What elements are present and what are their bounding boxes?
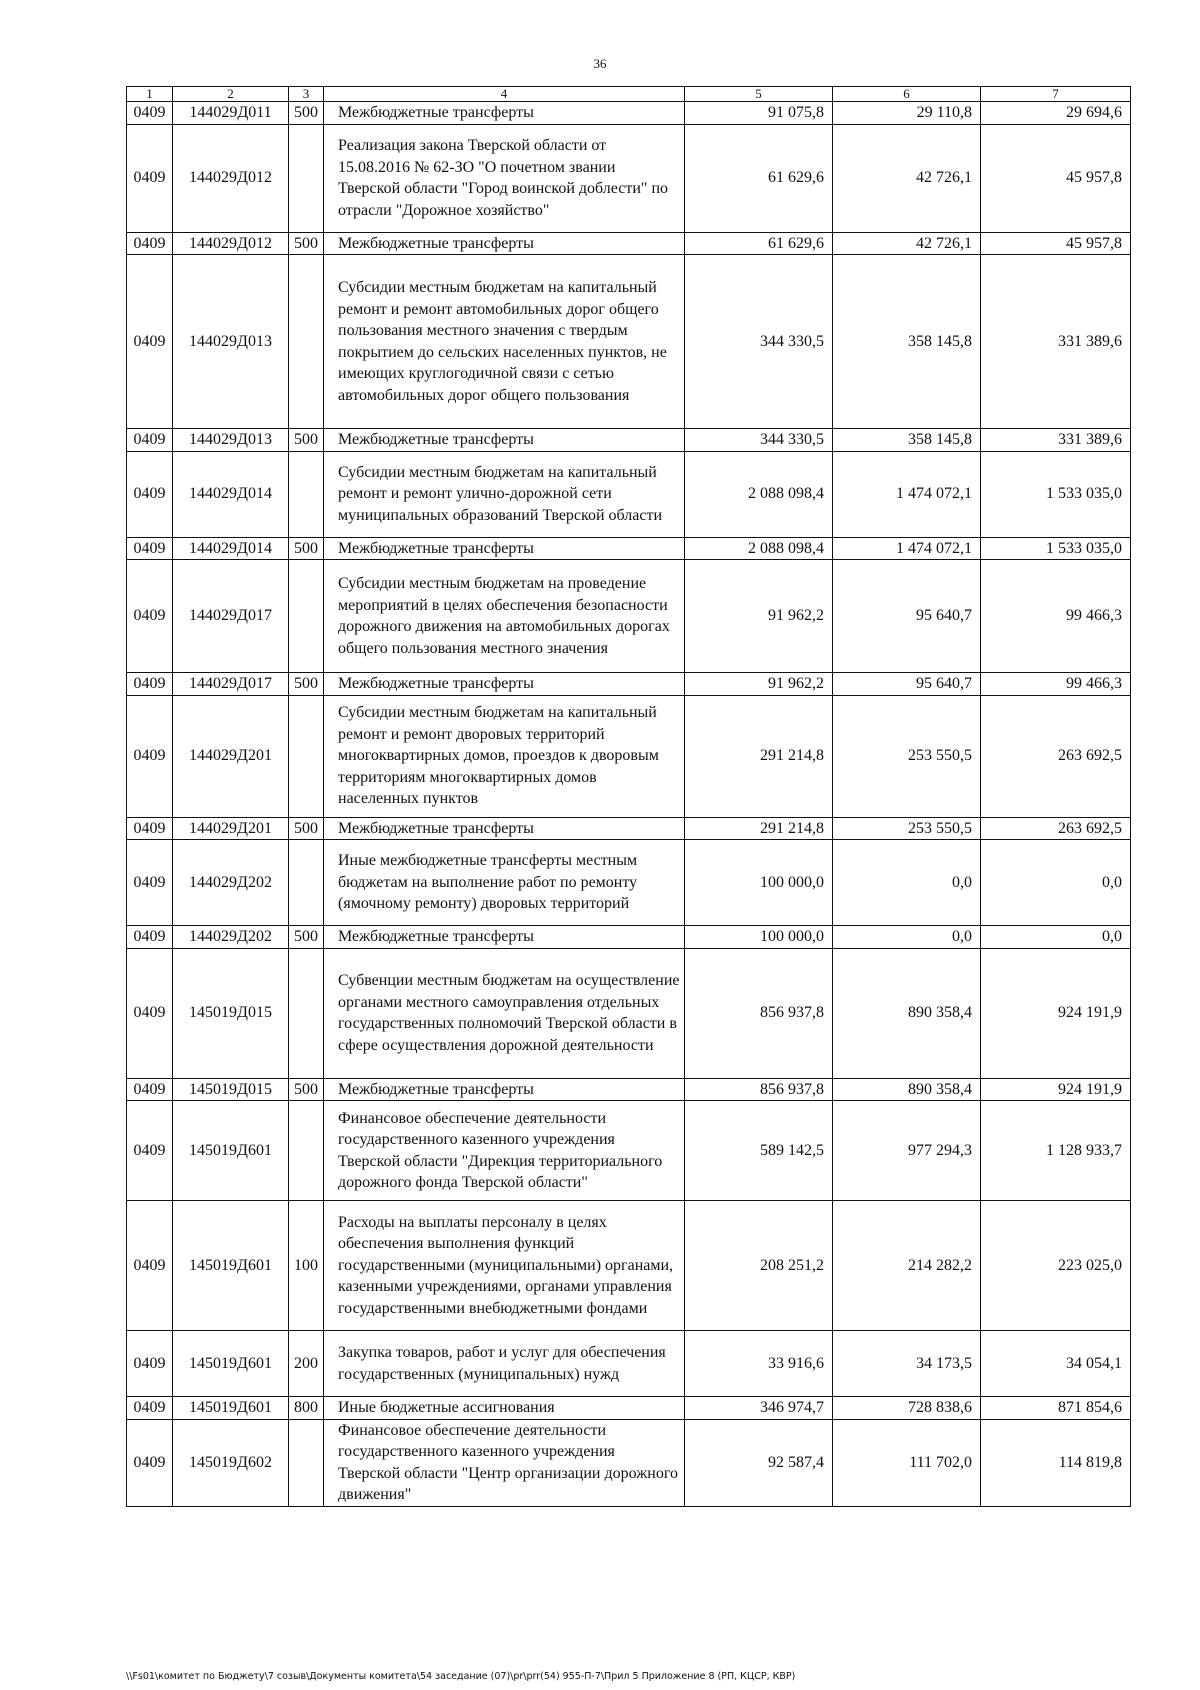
- amount-col5-cell: 92 587,4: [685, 1419, 833, 1506]
- budget-table: [126, 86, 1131, 1507]
- description-cell: Субсидии местным бюджетам на капитальный ремонт и ремонт улично-дорожной сети муниципальных образований Тверской области: [324, 451, 685, 537]
- target-article-cell: 144029Д011: [173, 102, 289, 125]
- amount-col6-cell: 1 474 072,1: [833, 451, 981, 537]
- expense-type-cell: 500: [289, 537, 324, 560]
- section-code-cell: 0409: [127, 695, 173, 817]
- table-row: [127, 232, 1131, 255]
- amount-col7-cell: 331 389,6: [981, 255, 1131, 429]
- amount-col7-cell: 1 533 035,0: [981, 537, 1131, 560]
- expense-type-cell: 500: [289, 817, 324, 840]
- amount-col5-cell: 61 629,6: [685, 232, 833, 255]
- target-article-cell: 144029Д017: [173, 560, 289, 673]
- header-row: [127, 87, 1131, 102]
- amount-col6-cell: 111 702,0: [833, 1419, 981, 1506]
- section-code-cell: 0409: [127, 102, 173, 125]
- section-code-cell: 0409: [127, 948, 173, 1078]
- amount-col7-cell: 0,0: [981, 926, 1131, 949]
- amount-col5-cell: 61 629,6: [685, 124, 833, 232]
- amount-col6-cell: 0,0: [833, 926, 981, 949]
- amount-col5-cell: 2 088 098,4: [685, 451, 833, 537]
- section-code-cell: 0409: [127, 124, 173, 232]
- amount-col5-cell: 291 214,8: [685, 695, 833, 817]
- expense-type-cell: 100: [289, 1201, 324, 1331]
- section-code-cell: 0409: [127, 1201, 173, 1331]
- amount-col6-cell: 253 550,5: [833, 695, 981, 817]
- expense-type-cell: [289, 695, 324, 817]
- target-article-cell: 145019Д602: [173, 1419, 289, 1506]
- section-code-cell: 0409: [127, 1078, 173, 1101]
- amount-col5-cell: 856 937,8: [685, 1078, 833, 1101]
- amount-col6-cell: 358 145,8: [833, 429, 981, 452]
- description-cell: Межбюджетные трансферты: [324, 1078, 685, 1101]
- table-row: [127, 1078, 1131, 1101]
- expense-type-cell: 500: [289, 926, 324, 949]
- amount-col6-cell: 95 640,7: [833, 673, 981, 696]
- amount-col5-cell: 856 937,8: [685, 948, 833, 1078]
- header-col-3: 3: [289, 87, 324, 102]
- description-cell: Межбюджетные трансферты: [324, 232, 685, 255]
- section-code-cell: 0409: [127, 1101, 173, 1201]
- amount-col5-cell: 589 142,5: [685, 1101, 833, 1201]
- table-row: [127, 124, 1131, 232]
- table-row: [127, 840, 1131, 926]
- table-row: [127, 537, 1131, 560]
- description-cell: Субвенции местным бюджетам на осуществление органами местного самоуправления отдельных государственных полномочий Тверской области в сфере осуществления дорожной деятельности: [324, 948, 685, 1078]
- table-row: [127, 1101, 1131, 1201]
- amount-col5-cell: 346 974,7: [685, 1397, 833, 1420]
- amount-col6-cell: 29 110,8: [833, 102, 981, 125]
- section-code-cell: 0409: [127, 451, 173, 537]
- description-cell: Субсидии местным бюджетам на капитальный ремонт и ремонт дворовых территорий многоквартирных домов, проездов к дворовым территориям многоквартирных домов населенных пунктов: [324, 695, 685, 817]
- description-cell: Реализация закона Тверской области от 15.08.2016 № 62-ЗО "О почетном звании Тверской области "Город воинской доблести" по отрасли "Дорожное хозяйство": [324, 124, 685, 232]
- amount-col6-cell: 214 282,2: [833, 1201, 981, 1331]
- amount-col7-cell: 99 466,3: [981, 560, 1131, 673]
- amount-col6-cell: 0,0: [833, 840, 981, 926]
- target-article-cell: 145019Д601: [173, 1201, 289, 1331]
- amount-col5-cell: 91 075,8: [685, 102, 833, 125]
- amount-col5-cell: 291 214,8: [685, 817, 833, 840]
- amount-col5-cell: 208 251,2: [685, 1201, 833, 1331]
- target-article-cell: 145019Д601: [173, 1331, 289, 1397]
- expense-type-cell: 500: [289, 102, 324, 125]
- section-code-cell: 0409: [127, 429, 173, 452]
- footer-file-path: \\Fs01\комитет по Бюджету\7 созыв\Документы комитета\54 заседание (07)\pr\prr(54) 955-П-7\Прил 5 Приложение 8 (РП, КЦСР, КВР): [126, 1671, 796, 1682]
- table-row: [127, 695, 1131, 817]
- header-col-2: 2: [173, 87, 289, 102]
- amount-col7-cell: 114 819,8: [981, 1419, 1131, 1506]
- amount-col7-cell: 924 191,9: [981, 948, 1131, 1078]
- description-cell: Финансовое обеспечение деятельности государственного казенного учреждения Тверской области "Центр организации дорожного движения": [324, 1419, 685, 1506]
- amount-col7-cell: 29 694,6: [981, 102, 1131, 125]
- amount-col7-cell: 263 692,5: [981, 817, 1131, 840]
- section-code-cell: 0409: [127, 673, 173, 696]
- amount-col6-cell: 728 838,6: [833, 1397, 981, 1420]
- target-article-cell: 144029Д017: [173, 673, 289, 696]
- expense-type-cell: 500: [289, 429, 324, 452]
- amount-col5-cell: 344 330,5: [685, 429, 833, 452]
- table-row: [127, 451, 1131, 537]
- target-article-cell: 144029Д201: [173, 695, 289, 817]
- amount-col6-cell: 358 145,8: [833, 255, 981, 429]
- amount-col7-cell: 1 128 933,7: [981, 1101, 1131, 1201]
- section-code-cell: 0409: [127, 1419, 173, 1506]
- amount-col5-cell: 91 962,2: [685, 673, 833, 696]
- amount-col7-cell: 223 025,0: [981, 1201, 1131, 1331]
- section-code-cell: 0409: [127, 840, 173, 926]
- description-cell: Межбюджетные трансферты: [324, 537, 685, 560]
- amount-col5-cell: 344 330,5: [685, 255, 833, 429]
- description-cell: Закупка товаров, работ и услуг для обеспечения государственных (муниципальных) нужд: [324, 1331, 685, 1397]
- amount-col7-cell: 45 957,8: [981, 232, 1131, 255]
- expense-type-cell: 500: [289, 1078, 324, 1101]
- amount-col6-cell: 95 640,7: [833, 560, 981, 673]
- target-article-cell: 144029Д014: [173, 451, 289, 537]
- amount-col6-cell: 34 173,5: [833, 1331, 981, 1397]
- target-article-cell: 144029Д201: [173, 817, 289, 840]
- target-article-cell: 144029Д202: [173, 840, 289, 926]
- amount-col5-cell: 100 000,0: [685, 840, 833, 926]
- amount-col6-cell: 42 726,1: [833, 124, 981, 232]
- amount-col7-cell: 871 854,6: [981, 1397, 1131, 1420]
- amount-col7-cell: 34 054,1: [981, 1331, 1131, 1397]
- table-row: [127, 1397, 1131, 1420]
- header-col-7: 7: [981, 87, 1131, 102]
- amount-col7-cell: 45 957,8: [981, 124, 1131, 232]
- expense-type-cell: [289, 451, 324, 537]
- amount-col7-cell: 99 466,3: [981, 673, 1131, 696]
- table-row: [127, 560, 1131, 673]
- amount-col7-cell: 0,0: [981, 840, 1131, 926]
- target-article-cell: 145019Д015: [173, 948, 289, 1078]
- description-cell: Межбюджетные трансферты: [324, 817, 685, 840]
- description-cell: Субсидии местным бюджетам на капитальный ремонт и ремонт автомобильных дорог общего пользования местного значения с твердым покрытием до сельских населенных пунктов, не имеющих круглогодичной связи с сетью автомобильных дорог общего пользования: [324, 255, 685, 429]
- amount-col7-cell: 924 191,9: [981, 1078, 1131, 1101]
- description-cell: Иные межбюджетные трансферты местным бюджетам на выполнение работ по ремонту (ямочному ремонту) дворовых территорий: [324, 840, 685, 926]
- amount-col5-cell: 2 088 098,4: [685, 537, 833, 560]
- amount-col6-cell: 1 474 072,1: [833, 537, 981, 560]
- expense-type-cell: 500: [289, 232, 324, 255]
- amount-col6-cell: 42 726,1: [833, 232, 981, 255]
- page-number: 36: [593, 56, 607, 71]
- table-row: [127, 673, 1131, 696]
- amount-col6-cell: 253 550,5: [833, 817, 981, 840]
- description-cell: Межбюджетные трансферты: [324, 673, 685, 696]
- section-code-cell: 0409: [127, 1331, 173, 1397]
- description-cell: Расходы на выплаты персоналу в целях обеспечения выполнения функций государственными (муниципальными) органами, казенными учреждениями, органами управления государственными внебюджетными фондами: [324, 1201, 685, 1331]
- expense-type-cell: 500: [289, 673, 324, 696]
- target-article-cell: 145019Д015: [173, 1078, 289, 1101]
- expense-type-cell: [289, 1101, 324, 1201]
- description-cell: Межбюджетные трансферты: [324, 926, 685, 949]
- expense-type-cell: [289, 948, 324, 1078]
- amount-col5-cell: 33 916,6: [685, 1331, 833, 1397]
- header-col-5: 5: [685, 87, 833, 102]
- expense-type-cell: [289, 840, 324, 926]
- section-code-cell: 0409: [127, 560, 173, 673]
- table-row: [127, 1419, 1131, 1506]
- target-article-cell: 145019Д601: [173, 1397, 289, 1420]
- amount-col6-cell: 890 358,4: [833, 948, 981, 1078]
- target-article-cell: 144029Д202: [173, 926, 289, 949]
- expense-type-cell: [289, 560, 324, 673]
- expense-type-cell: [289, 1419, 324, 1506]
- target-article-cell: 144029Д014: [173, 537, 289, 560]
- expense-type-cell: 800: [289, 1397, 324, 1420]
- description-cell: Иные бюджетные ассигнования: [324, 1397, 685, 1420]
- target-article-cell: 144029Д012: [173, 232, 289, 255]
- header-col-4: 4: [324, 87, 685, 102]
- amount-col5-cell: 91 962,2: [685, 560, 833, 673]
- amount-col7-cell: 1 533 035,0: [981, 451, 1131, 537]
- table-row: [127, 817, 1131, 840]
- target-article-cell: 144029Д013: [173, 255, 289, 429]
- target-article-cell: 144029Д012: [173, 124, 289, 232]
- table-row: [127, 102, 1131, 125]
- expense-type-cell: 200: [289, 1331, 324, 1397]
- table-row: [127, 1331, 1131, 1397]
- section-code-cell: 0409: [127, 255, 173, 429]
- target-article-cell: 144029Д013: [173, 429, 289, 452]
- table-body: [127, 102, 1131, 1507]
- table-row: [127, 255, 1131, 429]
- amount-col6-cell: 890 358,4: [833, 1078, 981, 1101]
- amount-col7-cell: 331 389,6: [981, 429, 1131, 452]
- header-col-6: 6: [833, 87, 981, 102]
- header-col-1: 1: [127, 87, 173, 102]
- amount-col6-cell: 977 294,3: [833, 1101, 981, 1201]
- description-cell: Межбюджетные трансферты: [324, 429, 685, 452]
- expense-type-cell: [289, 124, 324, 232]
- expense-type-cell: [289, 255, 324, 429]
- section-code-cell: 0409: [127, 537, 173, 560]
- description-cell: Межбюджетные трансферты: [324, 102, 685, 125]
- description-cell: Финансовое обеспечение деятельности государственного казенного учреждения Тверской области "Дирекция территориального дорожного фонда Тверской области": [324, 1101, 685, 1201]
- section-code-cell: 0409: [127, 926, 173, 949]
- table-row: [127, 948, 1131, 1078]
- amount-col7-cell: 263 692,5: [981, 695, 1131, 817]
- amount-col5-cell: 100 000,0: [685, 926, 833, 949]
- table-row: [127, 1201, 1131, 1331]
- table-row: [127, 429, 1131, 452]
- section-code-cell: 0409: [127, 232, 173, 255]
- section-code-cell: 0409: [127, 817, 173, 840]
- target-article-cell: 145019Д601: [173, 1101, 289, 1201]
- table-row: [127, 926, 1131, 949]
- section-code-cell: 0409: [127, 1397, 173, 1420]
- description-cell: Субсидии местным бюджетам на проведение мероприятий в целях обеспечения безопасности дорожного движения на автомобильных дорогах общего пользования местного значения: [324, 560, 685, 673]
